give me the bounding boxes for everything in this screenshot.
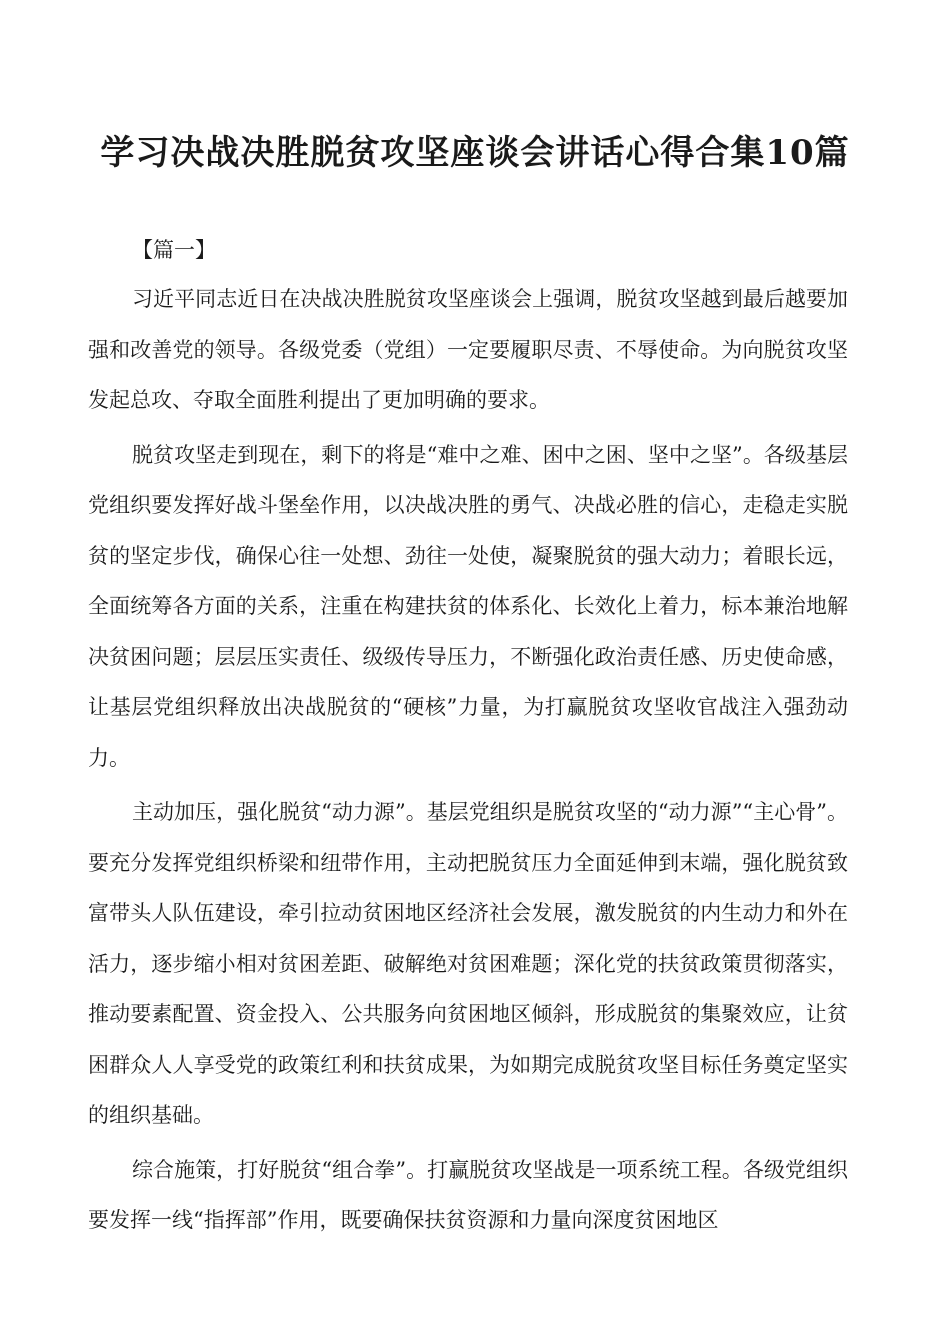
paragraph-4: 综合施策，打好脱贫“组合拳”。打赢脱贫攻坚战是一项系统工程。各级党组织要发挥一线“指挥部”作用，既要确保扶贫资源和力量向深度贫困地区 [88,1157,848,1232]
document-title: 学习决战决胜脱贫攻坚座谈会讲话心得合集10篇 [100,133,850,173]
paragraph-1: 习近平同志近日在决战决胜脱贫攻坚座谈会上强调，脱贫攻坚越到最后越要加强和改善党的领导。各级党委（党组）一定要履职尽责、不辱使命。为向脱贫攻坚发起总攻、夺取全面胜利提出了更加明确的要求。 [88,287,848,412]
document-body [88,230,848,1246]
paragraph-2: 脱贫攻坚走到现在，剩下的将是“难中之难、困中之困、坚中之坚”。各级基层党组织要发挥好战斗堡垒作用，以决战决胜的勇气、决战必胜的信心，走稳走实脱贫的坚定步伐，确保心往一处想、劲往一处使，凝聚脱贫的强大动力；着眼长远，全面统筹各方面的关系，注重在构建扶贫的体系化、长效化上着力，标本兼治地解决贫困问题；层层压实责任、级级传导压力，不断强化政治责任感、历史使命感，让基层党组织释放出决战脱贫的“硬核”力量，为打赢脱贫攻坚收官战注入强劲动力。 [88,442,848,770]
paragraph-3: 主动加压，强化脱贫“动力源”。基层党组织是脱贫攻坚的“动力源”“主心骨”。要充分发挥党组织桥梁和纽带作用，主动把脱贫压力全面延伸到末端，强化脱贫致富带头人队伍建设，牵引拉动贫困地区经济社会发展，激发脱贫的内生动力和外在活力，逐步缩小相对贫困差距、破解绝对贫困难题；深化党的扶贫政策贯彻落实，推动要素配置、资金投入、公共服务向贫困地区倾斜，形成脱贫的集聚效应，让贫困群众人人享受党的政策红利和扶贫成果，为如期完成脱贫攻坚目标任务奠定坚实的组织基础。 [88,800,848,1127]
section-label: 【篇一】 [132,238,216,262]
